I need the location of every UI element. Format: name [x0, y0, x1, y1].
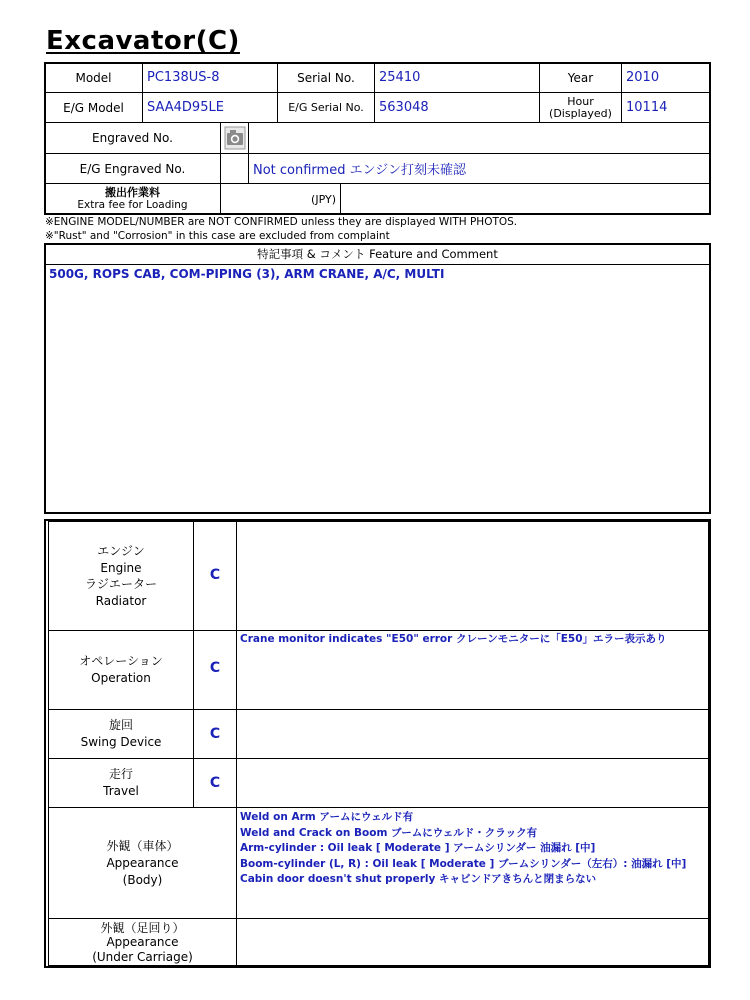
engine-label-en: Engine	[100, 560, 142, 575]
radiator-label-jp: ラジエーター	[84, 577, 157, 591]
appearance-body-label-en: Appearance	[106, 855, 179, 870]
eg-model-value: SAA4D95LE	[147, 100, 224, 115]
engine-grade: C	[209, 567, 221, 583]
engine-label-jp: エンジン	[97, 544, 145, 558]
travel-label	[49, 759, 193, 807]
hour-label-line1: Hour	[567, 94, 594, 108]
engraved-label: Engraved No.	[92, 131, 173, 145]
appearance-comment: Boom-cylinder (L, R) : Oil leak [ Moderate ] ブームシリンダー（左右）: 油漏れ [中]	[240, 857, 687, 870]
undercarriage-label-en2: (Under Carriage)	[92, 949, 193, 964]
fee-label-jp: 搬出作業料	[105, 186, 160, 199]
travel-grade: C	[209, 775, 221, 791]
serial-label: Serial No.	[297, 70, 355, 85]
swing-label	[49, 710, 193, 758]
hour-label-line2: (Displayed)	[549, 106, 612, 120]
feature-box	[44, 243, 711, 514]
fee-unit: (JPY)	[311, 192, 336, 206]
operation-grade: C	[209, 660, 221, 676]
hour-value: 10114	[626, 100, 668, 115]
radiator-label-en: Radiator	[95, 593, 147, 608]
note-rust: ※"Rust" and "Corrosion" in this case are excluded from complaint	[45, 230, 390, 242]
year-value: 2010	[626, 70, 660, 85]
appearance-undercarriage-label	[49, 919, 236, 966]
feature-header: 特記事項 & コメント Feature and Comment	[257, 247, 498, 261]
operation-label-en: Operation	[91, 671, 151, 685]
eg-model-label: E/G Model	[63, 100, 124, 115]
eg-serial-label: E/G Serial No.	[288, 101, 364, 114]
appearance-body-label-jp: 外観（車体）	[106, 838, 179, 853]
camera-icon	[221, 123, 248, 153]
year-label: Year	[567, 70, 594, 85]
fee-label	[45, 184, 220, 214]
note-engine: ※ENGINE MODEL/NUMBER are NOT CONFIRMED unless they are displayed WITH PHOTOS.	[45, 216, 518, 228]
appearance-comment: Weld on Arm アームにウェルド有	[240, 811, 414, 823]
swing-label-jp: 旋回	[108, 718, 133, 732]
eg-serial-value: 563048	[379, 100, 429, 115]
appearance-comment: Cabin door doesn't shut properly キャビンドアきちんと閉まらない	[240, 873, 597, 885]
appearance-comment: Weld and Crack on Boom ブームにウェルド・クラック有	[240, 826, 538, 839]
page-title: Excavator(C)	[46, 26, 240, 56]
undercarriage-label-jp: 外観（足回り）	[100, 920, 185, 935]
undercarriage-label-en: Appearance	[106, 935, 179, 950]
operation-comment: Crane monitor indicates "E50" error クレーンモニターに「E50」エラー表示あり	[240, 633, 667, 645]
travel-label-en: Travel	[103, 784, 139, 798]
appearance-comment: Arm-cylinder : Oil leak [ Moderate ] アームシリンダー 油漏れ [中]	[240, 842, 596, 854]
swing-grade: C	[209, 726, 221, 742]
model-label: Model	[75, 70, 112, 85]
model-value: PC138US-8	[147, 70, 220, 85]
feature-text: 500G, ROPS CAB, COM-PIPING (3), ARM CRANE, A/C, MULTI	[49, 267, 445, 281]
appearance-body-label	[49, 808, 236, 918]
eg-engraved-label: E/G Engraved No.	[79, 161, 186, 176]
eg-engraved-value: Not confirmed エンジン打刻未確認	[253, 163, 466, 178]
appearance-body-label-en2: (Body)	[122, 872, 163, 887]
swing-label-en: Swing Device	[80, 735, 162, 749]
fee-label-en: Extra fee for Loading	[77, 199, 188, 211]
travel-label-jp: 走行	[108, 767, 133, 781]
engine-label	[49, 531, 193, 621]
appearance-comments	[240, 810, 686, 888]
operation-label	[49, 631, 193, 709]
serial-value: 25410	[379, 70, 421, 85]
operation-label-jp: オペレーション	[79, 654, 163, 668]
hour-label	[540, 93, 621, 122]
